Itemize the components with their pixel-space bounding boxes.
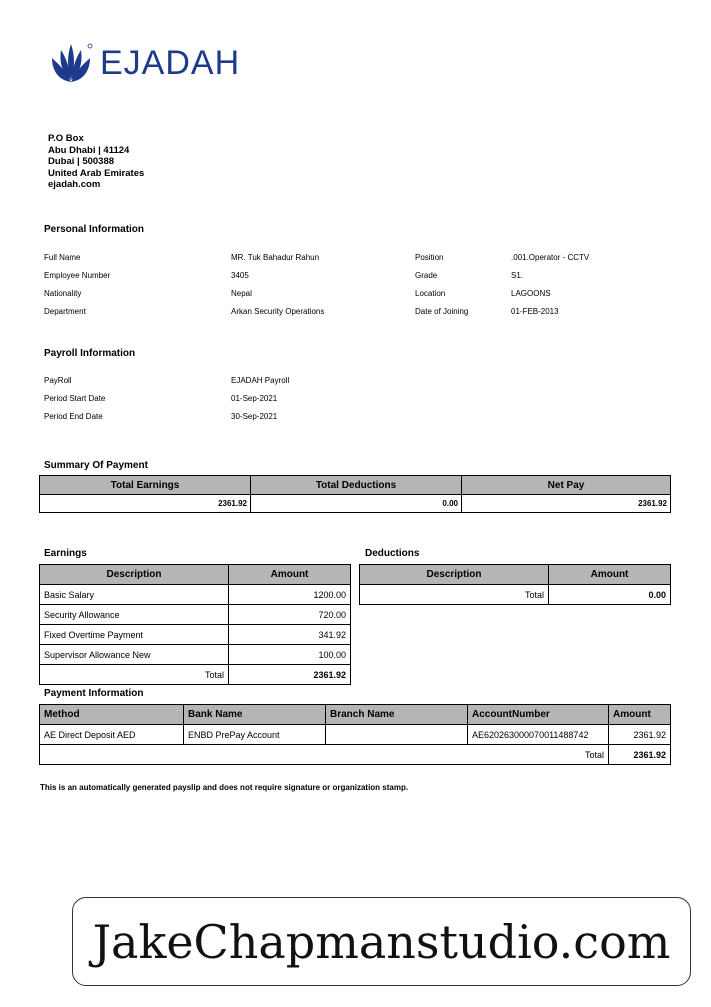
deductions-heading: Deductions xyxy=(365,548,420,559)
payment-header-account: AccountNumber xyxy=(468,705,609,725)
earning-description: Supervisor Allowance New xyxy=(40,645,229,665)
company-logo xyxy=(48,40,240,86)
payment-header-branch: Branch Name xyxy=(326,705,468,725)
address-line: Abu Dhabi | 41124 xyxy=(48,144,130,156)
earning-amount: 100.00 xyxy=(229,645,351,665)
payment-total-value: 2361.92 xyxy=(609,745,671,765)
earning-amount: 341.92 xyxy=(229,625,351,645)
payment-method: AE Direct Deposit AED xyxy=(40,725,184,745)
watermark-text: JakeChapmanstudio.com xyxy=(92,914,671,969)
summary-table xyxy=(39,475,671,513)
payroll-info-heading: Payroll Information xyxy=(44,348,136,359)
payment-header-amount: Amount xyxy=(609,705,671,725)
deductions-header-description: Description xyxy=(360,565,549,585)
earning-description: Basic Salary xyxy=(40,585,229,605)
doj-value: 01-FEB-2013 xyxy=(511,307,559,316)
summary-value-row xyxy=(40,495,671,513)
summary-net-pay: 2361.92 xyxy=(462,495,671,513)
earning-amount: 1200.00 xyxy=(229,585,351,605)
company-address xyxy=(48,133,144,191)
employee-number-value: 3405 xyxy=(231,271,249,280)
full-name-value: MR. Tuk Bahadur Rahun xyxy=(231,253,320,262)
payment-bank: ENBD PrePay Account xyxy=(184,725,326,745)
position-label: Position xyxy=(415,253,444,262)
summary-total-deductions: 0.00 xyxy=(251,495,462,513)
payment-header-method: Method xyxy=(40,705,184,725)
earnings-total-label: Total xyxy=(40,665,229,685)
address-line: P.O Box xyxy=(48,133,84,144)
period-end-value: 30-Sep-2021 xyxy=(231,412,278,421)
watermark-banner xyxy=(72,897,691,986)
auto-generated-note: This is an automatically generated payslip and does not require signature or organization stamp. xyxy=(40,783,409,792)
nationality-value: Nepal xyxy=(231,289,252,298)
payment-header-row xyxy=(40,705,671,725)
table-row xyxy=(40,605,351,625)
earning-amount: 720.00 xyxy=(229,605,351,625)
payment-total-row xyxy=(40,745,671,765)
deductions-total-row xyxy=(360,585,671,605)
personal-info-heading: Personal Information xyxy=(44,224,145,235)
payment-amount: 2361.92 xyxy=(609,725,671,745)
earnings-header-row xyxy=(40,565,351,585)
earnings-total-value: 2361.92 xyxy=(229,665,351,685)
payroll-value: EJADAH Payroll xyxy=(231,376,290,385)
doj-label: Date of Joining xyxy=(415,307,469,316)
grade-label: Grade xyxy=(415,271,438,280)
payment-table xyxy=(39,704,671,765)
location-value: LAGOONS xyxy=(511,289,551,298)
period-start-value: 01-Sep-2021 xyxy=(231,394,278,403)
period-end-label: Period End Date xyxy=(44,412,103,421)
location-label: Location xyxy=(415,289,446,298)
deductions-total-value: 0.00 xyxy=(549,585,671,605)
table-row xyxy=(40,585,351,605)
table-row xyxy=(40,645,351,665)
grade-value: S1. xyxy=(511,271,524,280)
deductions-total-label: Total xyxy=(360,585,549,605)
earning-description: Fixed Overtime Payment xyxy=(40,625,229,645)
table-row xyxy=(40,725,671,745)
full-name-label: Full Name xyxy=(44,253,81,262)
period-start-label: Period Start Date xyxy=(44,394,106,403)
earning-description: Security Allowance xyxy=(40,605,229,625)
payment-account: AE620263000070011488742 xyxy=(468,725,609,745)
summary-header-row xyxy=(40,476,671,495)
deductions-table xyxy=(359,564,671,605)
summary-header-earnings: Total Earnings xyxy=(40,476,251,495)
payment-info-heading: Payment Information xyxy=(44,688,144,699)
earnings-total-row xyxy=(40,665,351,685)
earnings-header-description: Description xyxy=(40,565,229,585)
employee-number-label: Employee Number xyxy=(44,271,111,280)
nationality-label: Nationality xyxy=(44,289,82,298)
position-value: .001.Operator - CCTV xyxy=(511,253,590,262)
address-line: ejadah.com xyxy=(48,179,101,190)
payroll-label: PayRoll xyxy=(44,376,72,385)
deductions-header-amount: Amount xyxy=(549,565,671,585)
table-row xyxy=(40,625,351,645)
summary-header-deductions: Total Deductions xyxy=(251,476,462,495)
deductions-header-row xyxy=(360,565,671,585)
address-line: United Arab Emirates xyxy=(48,167,145,179)
address-line: Dubai | 500388 xyxy=(48,156,115,167)
summary-total-earnings: 2361.92 xyxy=(40,495,251,513)
earnings-header-amount: Amount xyxy=(229,565,351,585)
department-value: Arkan Security Operations xyxy=(231,307,325,316)
earnings-table xyxy=(39,564,351,685)
payment-branch xyxy=(326,725,468,745)
summary-heading: Summary Of Payment xyxy=(44,460,148,471)
payment-header-bank: Bank Name xyxy=(184,705,326,725)
company-name: EJADAH xyxy=(100,44,241,82)
summary-header-net: Net Pay xyxy=(462,476,671,495)
earnings-heading: Earnings xyxy=(44,548,87,559)
ejadah-emblem-icon xyxy=(48,40,94,86)
payment-total-label: Total xyxy=(40,745,609,765)
department-label: Department xyxy=(44,307,86,316)
